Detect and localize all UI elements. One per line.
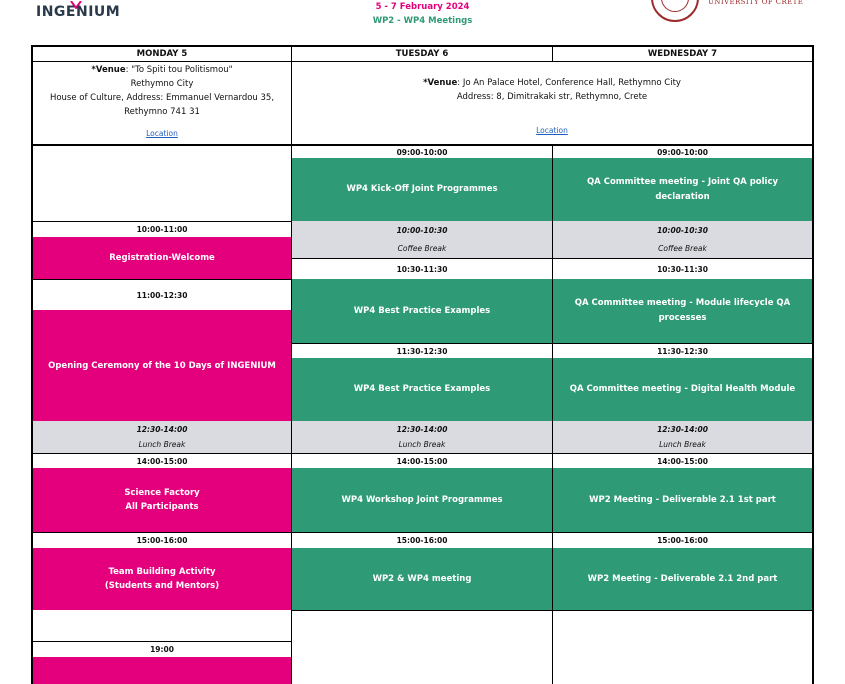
tuesday-lunch-break — [292, 421, 552, 453]
day-header-monday: MONDAY 5 — [33, 45, 291, 61]
wednesday-time-5: 15:00-16:00 — [553, 532, 812, 548]
monday-event-science-factory[interactable] — [33, 468, 291, 532]
tuesday-lunch-label: Lunch Break — [398, 440, 446, 449]
monday-empty-evening — [33, 610, 291, 641]
monday-time-1: 10:00-11:00 — [33, 221, 291, 237]
monday-time-5: 19:00 — [33, 641, 291, 657]
monday-lunch-break — [33, 421, 291, 453]
tuesday-time-3: 11:30-12:30 — [292, 343, 552, 358]
team-building-title: Team Building Activity — [108, 567, 216, 577]
tuesday-coffee-label: Coffee Break — [397, 243, 447, 253]
venue-monday-line3: House of Culture, Address: Emmanuel Vernardou 35, — [49, 93, 275, 103]
wednesday-bottom-rule — [553, 610, 812, 611]
wednesday-time-3: 11:30-12:30 — [553, 343, 812, 358]
tuesday-bottom-rule — [292, 610, 552, 611]
monday-event-evening[interactable] — [33, 657, 291, 684]
wednesday-lunch-label: Lunch Break — [659, 440, 706, 449]
ingenium-logo: INGENIUM — [36, 4, 121, 20]
wednesday-lunch-break — [553, 421, 812, 453]
venue-monday — [33, 61, 291, 144]
venue-monday-line1 — [91, 63, 232, 77]
wednesday-coffee-break — [553, 221, 812, 258]
wednesday-time-4: 14:00-15:00 — [553, 453, 812, 468]
tuesday-lunch-time: 12:30-14:00 — [396, 425, 448, 434]
monday-time-3: 14:00-15:00 — [33, 453, 291, 468]
day-header-wednesday: WEDNESDAY 7 — [553, 45, 812, 61]
monday-empty-slot — [33, 144, 291, 221]
wednesday-lunch-time: 12:30-14:00 — [657, 425, 708, 434]
tuesday-event-wp4-kickoff[interactable]: WP4 Kick-Off Joint Programmes — [292, 158, 552, 221]
tuesday-event-best-practice-2[interactable]: WP4 Best Practice Examples — [292, 358, 552, 421]
event-date: 5 - 7 February 2024 — [375, 2, 470, 12]
monday-event-opening-ceremony[interactable]: Opening Ceremony of the 10 Days of INGENIUM — [33, 310, 291, 421]
wednesday-event-qa-lifecycle[interactable]: QA Committee meeting - Module lifecycle QA processes — [553, 279, 812, 343]
venue-monday-line4: Rethymno 741 31 — [124, 107, 200, 117]
tuesday-time-4: 14:00-15:00 — [292, 453, 552, 468]
science-factory-participants: All Participants — [125, 502, 199, 512]
monday-event-team-building[interactable] — [33, 548, 291, 610]
tuesday-coffee-break — [292, 221, 552, 258]
monday-time-2: 11:00-12:30 — [33, 279, 291, 310]
tuesday-time-2: 10:30-11:30 — [292, 258, 552, 279]
tuesday-event-wp2-wp4-meeting[interactable]: WP2 & WP4 meeting — [292, 548, 552, 610]
venue-tue-wed — [292, 61, 814, 144]
event-subtitle: WP2 - WP4 Meetings — [372, 16, 473, 26]
monday-time-4: 15:00-16:00 — [33, 532, 291, 548]
venue-tue-wed-address: Address: 8, Dimitrakaki str, Rethymno, Crete — [456, 92, 648, 102]
venue-tue-wed-line1 — [423, 76, 681, 90]
location-link-tue-wed[interactable]: Location — [536, 126, 568, 135]
tuesday-event-best-practice-1[interactable]: WP4 Best Practice Examples — [292, 279, 552, 343]
university-seal-icon — [651, 0, 699, 22]
university-name: UNIVERSITY OF CRETE — [708, 0, 804, 6]
wednesday-event-wp2-part1[interactable]: WP2 Meeting - Deliverable 2.1 1st part — [553, 468, 812, 532]
monday-lunch-time: 12:30-14:00 — [136, 425, 188, 434]
team-building-audience: (Students and Mentors) — [104, 581, 220, 591]
monday-lunch-label: Lunch Break — [138, 440, 186, 449]
monday-column — [31, 45, 292, 684]
venue-monday-line2: Rethymno City — [130, 79, 194, 89]
day-header-tuesday: TUESDAY 6 — [292, 45, 552, 61]
tuesday-coffee-time: 10:00-10:30 — [396, 225, 448, 235]
schedule-table — [31, 45, 814, 684]
wednesday-coffee-label: Coffee Break — [658, 243, 707, 253]
wednesday-coffee-time: 10:00-10:30 — [657, 225, 708, 235]
tuesday-time-5: 15:00-16:00 — [292, 532, 552, 548]
wednesday-event-wp2-part2[interactable]: WP2 Meeting - Deliverable 2.1 2nd part — [553, 548, 812, 610]
logo-mark-icon — [70, 0, 82, 2]
wednesday-time-1: 09:00-10:00 — [553, 144, 812, 158]
wednesday-event-qa-digital-health[interactable]: QA Committee meeting - Digital Health Module — [553, 358, 812, 421]
tuesday-event-wp4-workshop[interactable]: WP4 Workshop Joint Programmes — [292, 468, 552, 532]
wednesday-time-2: 10:30-11:30 — [553, 258, 812, 279]
monday-event-registration[interactable]: Registration-Welcome — [33, 237, 291, 279]
venue-monday-name: : "To Spiti tou Politismou" — [125, 65, 233, 75]
venue-tue-wed-hotel: : Jo An Palace Hotel, Conference Hall, Rethymno City — [457, 78, 681, 88]
tuesday-time-1: 09:00-10:00 — [292, 144, 552, 158]
science-factory-title: Science Factory — [124, 488, 200, 498]
venue-monday-label: *Venue — [91, 65, 126, 75]
location-link-monday[interactable]: Location — [146, 129, 178, 138]
wednesday-event-qa-policy[interactable]: QA Committee meeting - Joint QA policy declaration — [553, 158, 812, 221]
venue-tue-wed-label: *Venue — [423, 78, 458, 88]
